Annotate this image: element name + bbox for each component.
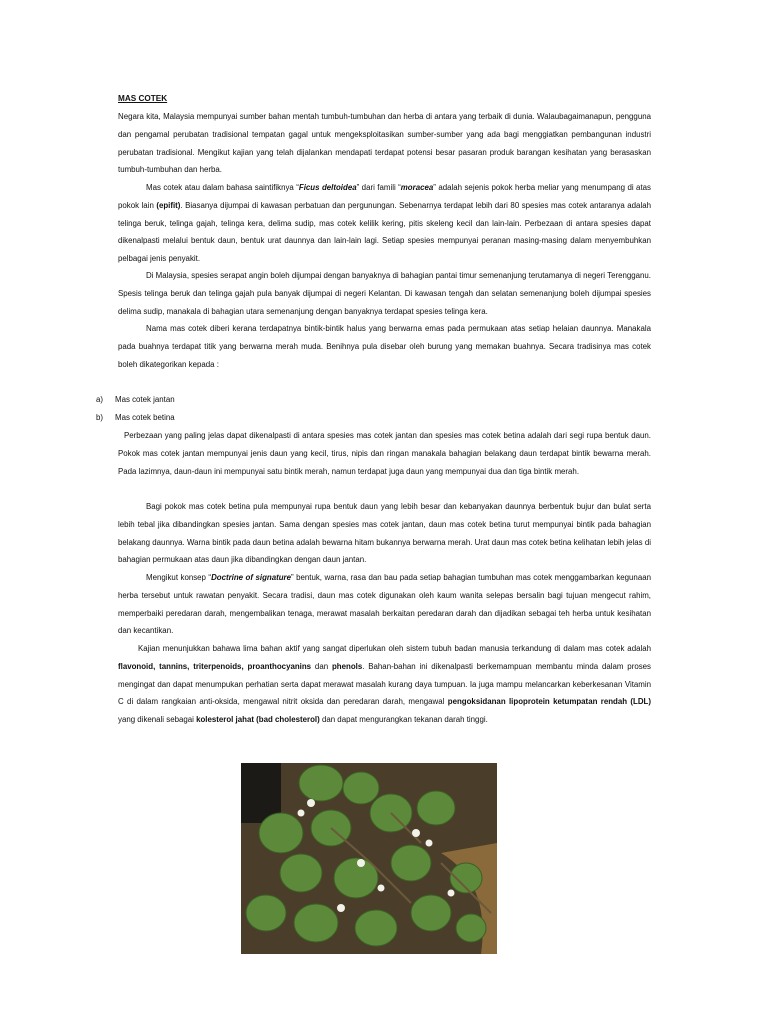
- paragraph-nama: Nama mas cotek diberi kerana terdapatnya bintik-bintik halus yang berwarna emas pada permukaan atas setiap helaian daunnya. Manakala pada buahnya terdapat titik yang berwarna merah muda. Benihnya pula disebar oleh burung yang memakan buahnya. Secara tradisinya mas cotek boleh dikategorikan kepada :: [118, 324, 651, 369]
- mas-cotek-plant-photo: [241, 763, 497, 954]
- paragraph-kajian: Kajian menunjukkan bahawa lima bahan aktif yang sangat diperlukan oleh sistem tubuh badan manusia terkandung di dalam mas cotek adalah flavonoid, tannins, triterpenoids, proanthocyanins dan phenols. Bahan-bahan ini dikenalpasti berkemampuan membantu minda dalam proses mengingat dan dapat menumpukan perhatian serta dapat merawat masalah kurang daya tumpuan. Ia juga mampu melancarkan keberkesanan Vitamin C di dalam rangkaian anti-oksida, mengawal nitrit oksida dan peredaran darah, mengawal pengoksidanan lipoprotein ketumpatan rendah (LDL) yang dikenali sebagai kolesterol jahat (bad cholesterol) dan dapat mengurangkan tekanan darah tinggi.: [118, 644, 652, 725]
- list-item: a) Mas cotek jantan: [96, 395, 175, 404]
- document-title: MAS COTEK: [118, 94, 168, 103]
- paragraph-malaysia: Di Malaysia, spesies serapat angin boleh dijumpai dengan banyaknya di bahagian pantai timur semenanjung terutamanya di negeri Terengganu. Spesis telinga beruk dan telinga gajah pula banyak dijumpai di negeri Kelantan. Di kawasan tengah dan selatan semenanjung boleh dijumpai spesies delima sudip, manakala di bahagian utara semenanjung dengan banyaknya terdapat spesies telinga kera.: [118, 271, 651, 316]
- plant-photo-illustration: [241, 763, 497, 954]
- category-list: [96, 391, 175, 427]
- paragraph-perbezaan: Perbezaan yang paling jelas dapat dikenalpasti di antara spesies mas cotek jantan dan spesies mas cotek betina adalah dari segi rupa bentuk daun. Pokok mas cotek jantan mempunyai jenis daun yang kecil, tirus, nipis dan ringan manakala bahagian belakang daun terdapat bintik bewarna merah. Pada lazimnya, daun-daun ini mempunyai satu bintik merah, namun terdapat juga daun yang mempunyai dua dan tiga bintik merah.: [118, 431, 651, 476]
- list-item: b) Mas cotek betina: [96, 412, 175, 422]
- paragraph-ficus: Mas cotek atau dalam bahasa saintifiknya “Ficus deltoidea” dari famili “moracea” adalah sejenis pokok herba meliar yang menumpang di atas pokok lain (epifit). Biasanya dijumpai di kawasan perbatuan dan pergunungan. Sebenarnya terdapat lebih dari 80 spesies mas cotek antaranya adalah telinga beruk, telinga gajah, telinga kera, delima sudip, mas cotek kelilik kering, pitis skeleng kecil dan lain-lain. Perbezaan di antara spesies dapat dikenalpasti melalui bentuk daun, bentuk urat daunnya dan lain-lain lagi. Setiap spesies mempunyai peranan masing-masing dalam menyembuhkan pelbagai jenis penyakit.: [118, 183, 651, 264]
- paragraph-intro: Negara kita, Malaysia mempunyai sumber bahan mentah tumbuh-tumbuhan dan herba di antara yang terbaik di dunia. Walaubagaimanapun, pengguna dan pengamal perubatan tradisional tempatan gagal untuk mengeksploitasikan sumber-sumber yang ada bagi menggiatkan pembangunan industri perubatan tradisional. Mengikut kajian yang telah dijalankan mendapati terdapat potensi besar pasaran produk barangan kesihatan yang berasaskan tumbuh-tumbuhan dan herba.: [118, 112, 651, 175]
- paragraph-betina: Bagi pokok mas cotek betina pula mempunyai rupa bentuk daun yang lebih besar dan kebanyakan daunnya berbentuk bujur dan bulat serta lebih tebal jika dibandingkan spesies jantan. Sama dengan spesies mas cotek jantan, daun mas cotek betina turut mempunyai bintik pada bahagian belakang daunnya. Warna bintik pada daun betina adalah bewarna hitam bukannya berwarna merah. Urat daun mas cotek betina kelihatan lebih jelas di bahagian permukaan atas daun jika dibandingkan dengan daun jantan.: [118, 502, 651, 565]
- paragraph-doctrine: Mengikut konsep “Doctrine of signature” bentuk, warna, rasa dan bau pada setiap bahagian tumbuhan mas cotek menggambarkan kegunaan herba tersebut untuk rawatan penyakit. Secara tradisi, daun mas cotek digunakan oleh kaum wanita selepas bersalin bagi tujuan mengecut rahim, memperbaiki peredaran darah, mengembalikan tenaga, merawat masalah berkaitan peredaran darah dan dijadikan sebagai teh herba untuk kesihatan dan kecantikan.: [118, 573, 651, 636]
